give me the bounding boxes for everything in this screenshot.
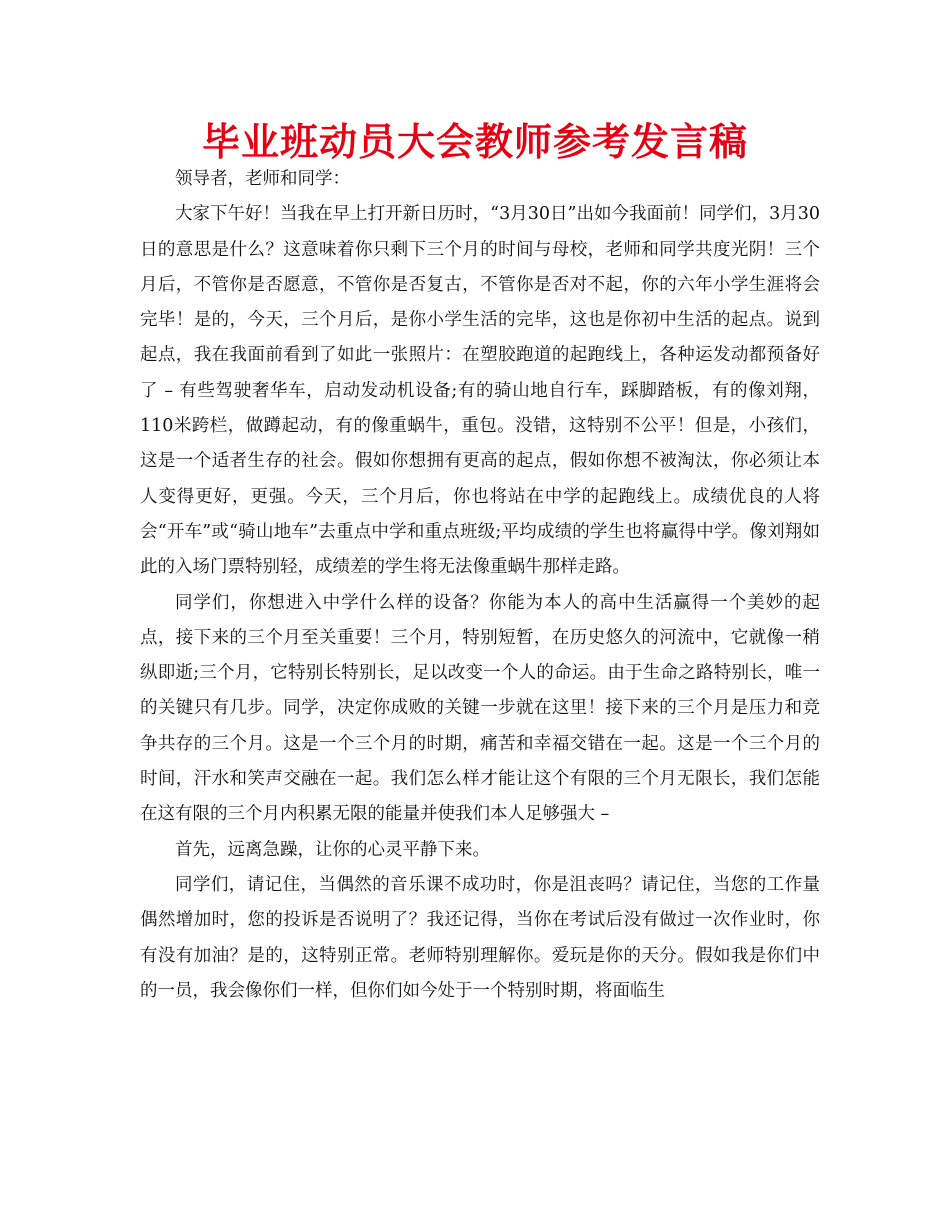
document-body (140, 162, 820, 1009)
document-title: 毕业班动员大会教师参考发言稿 (201, 120, 748, 164)
body-paragraph: 首先，远离急躁，让你的心灵平静下来。 (175, 839, 490, 860)
salutation-paragraph: 领导者，老师和同学： (175, 169, 350, 189)
body-paragraph: 同学们，你想进入中学什么样的设备？你能为本人的高中生活赢得一个美妙的起点，接下来的三个月至关重要！三个月，特别短暂，在历史悠久的河流中，它就像一稍纵即逝;三个月，它特别长特别长，足以改变一个人的命运。由于生命之路特别长，唯一的关键只有几步。同学，决定你成败的关键一步就在这里！接下来的三个月是压力和竞争共存的三个月。这是一个三个月的时期，痛苦和幸福交错在一起。这是一个三个月的时间，汗水和笑声交融在一起。我们怎么样才能让这个有限的三个月无限长，我们怎能在这有限的三个月内积累无限的能量并使我们本人足够强大 – (140, 592, 820, 825)
body-paragraph: 大家下午好！当我在早上打开新日历时，“3月30日”出如今我面前！同学们，3月30日的意思是什么？这意味着你只剩下三个月的时间与母校，老师和同学共度光阴！三个月后，不管你是否愿意，不管你是否复古，不管你是否对不起，你的六年小学生涯将会完毕！是的，今天，三个月后，是你小学生活的完毕，这也是你初中生活的起点。说到起点，我在我面前看到了如此一张照片：在塑胶跑道的起跑线上，各种运发动都预备好了 – 有些驾驶奢华车，启动发动机设备;有的骑山地自行车，踩脚踏板，有的像刘翔，110米跨栏，做蹲起动，有的像重蜗牛，重包。没错，这特别不公平！但是，小孩们，这是一个适者生存的社会。假如你想拥有更高的起点，假如你想不被淘汰，你必须让本人变得更好，更强。今天，三个月后，你也将站在中学的起跑线上。成绩优良的人将会“开车”或“骑山地车”去重点中学和重点班级;平均成绩的学生也将赢得中学。像刘翔如此的入场门票特别轻，成绩差的学生将无法像重蜗牛那样走路。 (140, 204, 820, 578)
body-paragraph: 同学们，请记住，当偶然的音乐课不成功时，你是沮丧吗？请记住，当您的工作量偶然增加时，您的投诉是否说明了？我还记得，当你在考试后没有做过一次作业时，你有没有加油？是的，这特别正常。老师特别理解你。爱玩是你的天分。假如我是你们中的一员，我会像你们一样，但你们如今处于一个特别时期，将面临生 (140, 874, 820, 1001)
